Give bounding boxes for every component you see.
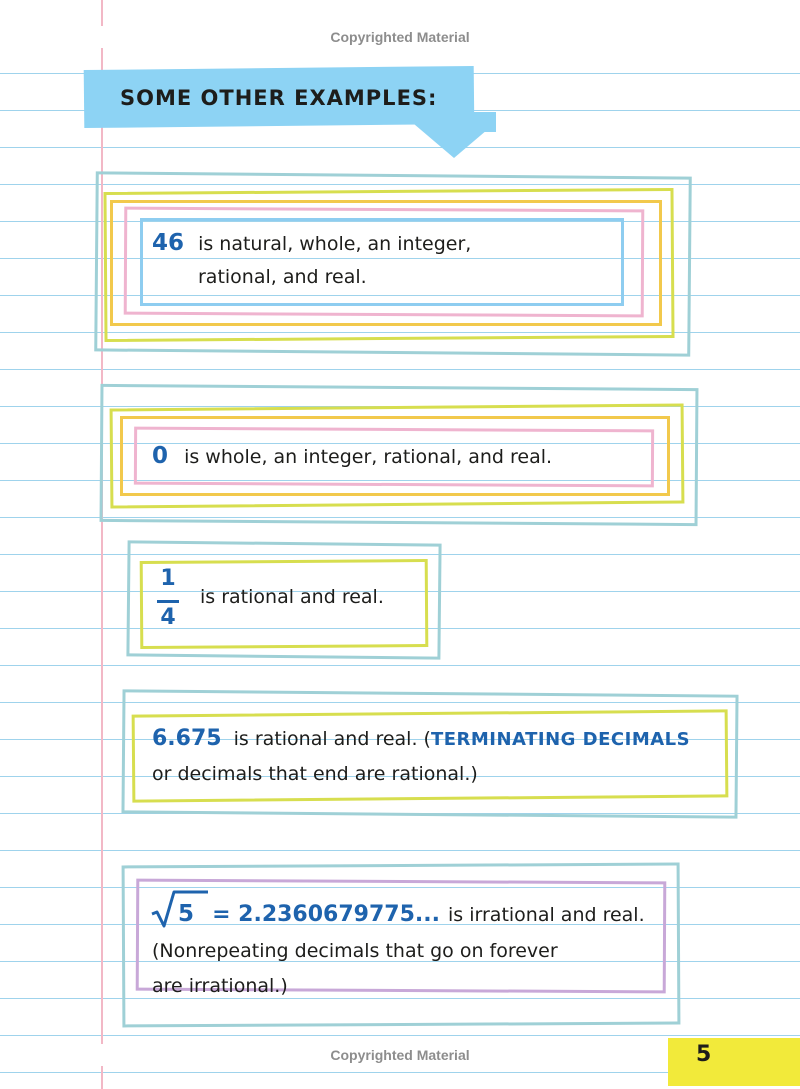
section-title: SOME OTHER EXAMPLES: [120, 86, 438, 110]
example-6675-line1 [152, 726, 690, 751]
number-46: 46 [152, 230, 185, 256]
example-0-line1 [152, 443, 552, 469]
example-0-text1: is whole, an integer, rational, and real. [184, 446, 553, 468]
banner-arrow-icon [414, 124, 494, 158]
number-0: 0 [152, 443, 169, 469]
example-quarter-text1: is rational and real. [200, 586, 384, 608]
fraction-bar [157, 600, 179, 603]
example-46-line1 [152, 230, 471, 256]
example-sqrt5-line3: are irrational.) [152, 975, 288, 997]
page-number: 5 [696, 1042, 712, 1067]
frame-yellow [132, 709, 729, 802]
fraction-numerator: 1 [160, 566, 176, 591]
example-sqrt5-line2: (Nonrepeating decimals that go on forever [152, 940, 558, 962]
radicand-5: 5 [178, 901, 195, 927]
copyright-footer: Copyrighted Material [0, 1044, 800, 1066]
example-46-line2: rational, and real. [198, 266, 367, 288]
page-number-tab [668, 1038, 800, 1086]
number-6675: 6.675 [152, 726, 222, 751]
example-6675-text1: is rational and real. ( [233, 728, 431, 750]
copyright-header: Copyrighted Material [0, 26, 800, 48]
example-sqrt5-text1: is irrational and real. [448, 904, 645, 926]
sqrt5-value: = 2.2360679775... [212, 902, 440, 927]
example-6675-line2: or decimals that end are rational.) [152, 763, 478, 785]
example-sqrt5-line1 [178, 901, 645, 927]
margin-line [101, 0, 103, 1089]
keyword-terminating-decimals: TERMINATING DECIMALS [430, 729, 691, 750]
example-46-text1: is natural, whole, an integer, [198, 233, 472, 255]
fraction-denominator: 4 [160, 605, 176, 630]
